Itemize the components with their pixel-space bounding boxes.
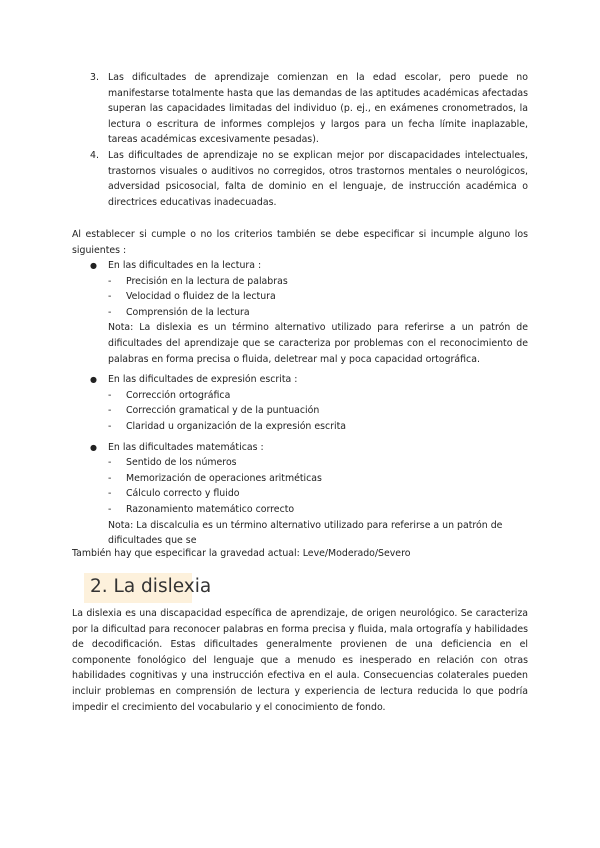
dash-marker: - [108,420,112,432]
dash-marker: - [108,503,112,515]
sub-item-text: Sentido de los números [126,457,237,469]
dash-marker: - [108,405,112,417]
severity-line: También hay que especificar la gravedad actual: Leve/Moderado/Severo [72,548,411,559]
bullet-dot: ● [90,375,97,385]
bullet-label: En las dificultades de expresión escrita : [108,374,298,386]
bullet-item [90,258,528,274]
dash-marker: - [108,389,112,401]
numbered-list [90,70,528,210]
sub-list-item [90,502,528,518]
sub-item-text: Comprensión de la lectura [126,306,250,318]
sub-item-text: Razonamiento matemático correcto [126,503,295,515]
sub-list [90,274,528,321]
list-item [90,70,528,148]
list-item [90,148,528,210]
sub-list [90,388,528,435]
sub-list-item [90,455,528,471]
dyslexia-note: Nota: La dislexia es un término alternativo utilizado para referirse a un patrón de dificultades del aprendizaje que se caracteriza por problemas con el reconocimiento de palabras en forma precisa o fluida, deletrear mal y poca capacidad ortográfica. [108,322,528,365]
dyscalculia-note: Nota: La discalculia es un término alternativo utilizado para referirse a un patrón de dificultades que se [108,519,503,547]
dash-marker: - [108,457,112,469]
sub-item-text: Corrección gramatical y de la puntuación [126,405,320,417]
sub-item-text: Cálculo correcto y fluido [126,488,240,500]
sub-list-item [90,274,528,290]
bullet-label: En las dificultades en la lectura : [108,260,262,271]
bullet-label: En las dificultades matemáticas : [108,441,264,453]
sub-list-item [90,305,528,321]
intro-paragraph: Al establecer si cumple o no los criterios también se debe especificar si incumple alguno los siguientes : [72,229,528,256]
sub-list-item [90,486,528,502]
section-heading: 2. La dislexia [90,576,212,597]
bullet-dot: ● [90,442,97,452]
list-item-text: Las dificultades de aprendizaje comienzan en la edad escolar, pero puede no manifestarse totalmente hasta que las demandas de las aptitudes académicas afectadas superan las capacidades limitadas del individuo (p. ej., en exámenes cronometrados, la lectura o escritura de informes complejos y largos para un fecha límite inaplazable, tareas académicas excesivamente pesadas). [108,72,528,146]
sub-item-text: Memorización de operaciones aritméticas [126,472,322,484]
sub-list-item [90,403,528,419]
list-number: 4. [90,149,99,161]
bullet-item [90,372,528,388]
section-heading-highlight [84,573,212,603]
sub-list-item [90,471,528,487]
sub-item-text: Claridad u organización de la expresión escrita [126,420,347,432]
sub-list-item [90,289,528,305]
bullet-item [90,440,528,456]
list-number: 3. [90,72,99,83]
dash-marker: - [108,472,112,484]
sub-item-text: Velocidad o fluidez de la lectura [126,291,276,303]
dash-marker: - [108,306,112,318]
dash-marker: - [108,488,112,500]
sub-item-text: Corrección ortográfica [126,389,231,401]
sub-item-text: Precisión en la lectura de palabras [126,275,288,287]
sub-list-item [90,419,528,435]
list-item-text: Las dificultades de aprendizaje no se explican mejor por discapacidades intelectuales, trastornos visuales o auditivos no corregidos, otros trastornos mentales o neurológicos, adversidad psicosocial, falta de dominio en el lenguaje, de instrucción académica o directrices educativas inadecuadas. [108,149,528,208]
bullet-list [90,258,528,549]
section-body: La dislexia es una discapacidad específica de aprendizaje, de origen neurológico. Se caracteriza por la dificultad para reconocer palabras en forma precisa y fluida, mala ortografía y habilidades de decodificación. Estas dificultades generalmente provienen de una deficiencia en el componente fonológico del lenguaje que a menudo es inesperado en relación con otras habilidades cognitivas y una instrucción efectiva en el aula. Consecuencias colaterales pueden incluir problemas en comprensión de lectura y experiencia de lectura reducida lo que podría impedir el crecimiento del vocabulario y el conocimiento de fondo. [72,608,528,713]
sub-list [90,455,528,517]
dash-marker: - [108,291,112,303]
sub-list-item [90,388,528,404]
bullet-dot: ● [90,261,97,270]
dash-marker: - [108,275,112,287]
